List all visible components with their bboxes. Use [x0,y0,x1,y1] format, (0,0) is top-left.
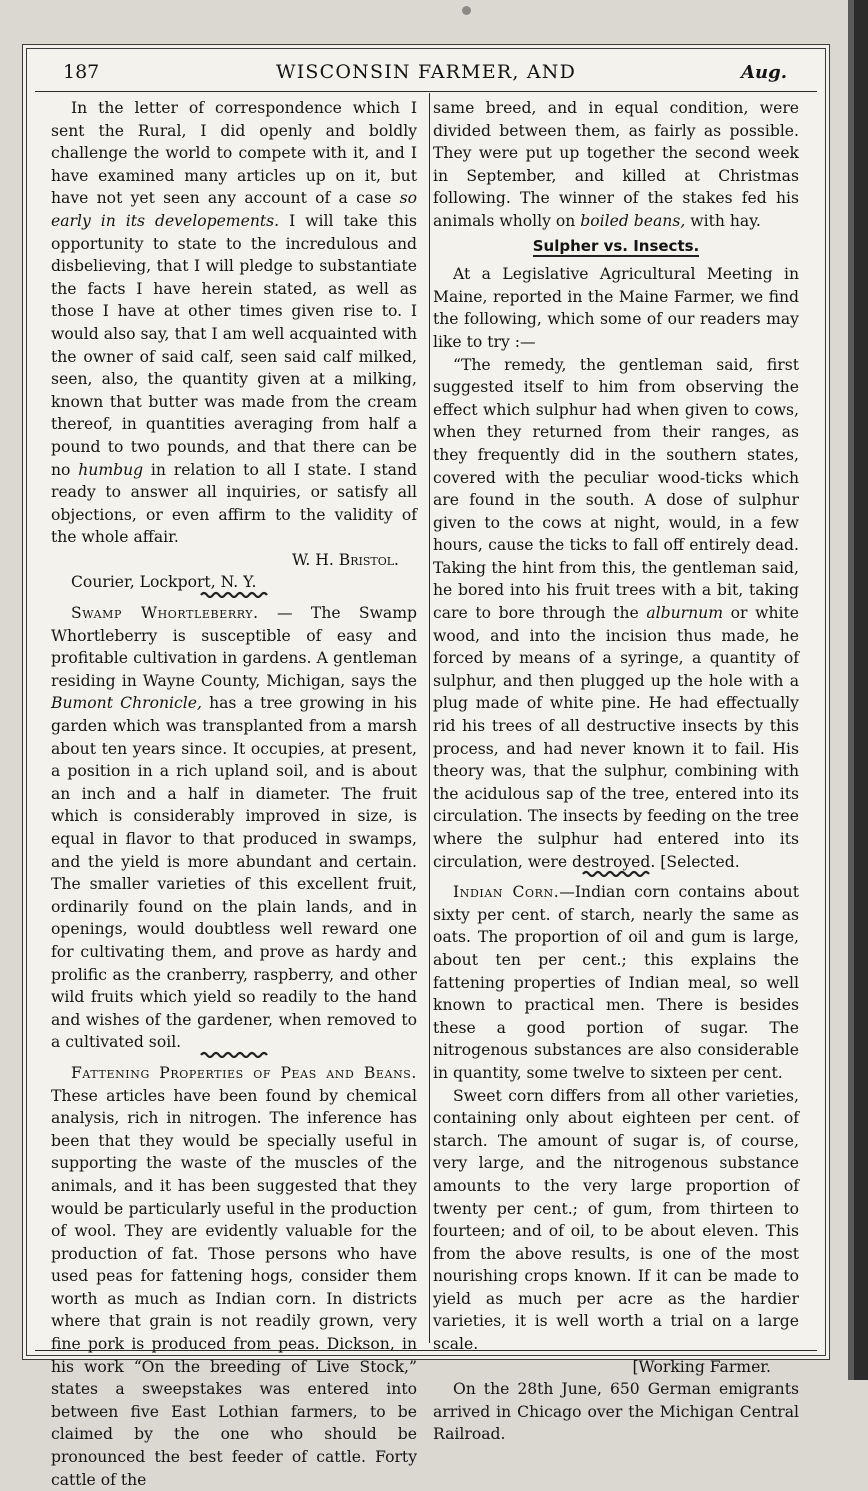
sulpher-quote: “The remedy, the gentleman said, first suggested itself to him from observing the effect which sulphur had when given to cows, when they returned from their ranges, as they frequently did in the southern states, covered with the peculiar wood-ticks which are found in the south. A dose of sulphur given to the cows at night, would, in a few hours, cause the ticks to fall off entirely dead. Taking the hint from this, the gentleman said, he bored into his fruit trees with a bit, taking care to bore through the alburnum or white wood, and into the incision thus made, he forced by means of a syringe, a quantity of sulphur, and then plugged up the hole with a plug made of white pine. He had effectually rid his trees of all destructive insects by this process, and had never known it to fail. His theory was, that the sulphur, combining with the acidulous sap of the tree, entered into its circulation. The insects by feeding on the tree where the sulphur had entered into its circulation, were destroyed. [Selected. [433,355,799,871]
right-column [433,97,799,1446]
header-rule [35,91,817,92]
page-header [27,61,825,87]
letter-source: Courier, Lockport, N. Y. [71,573,257,592]
page-month: Aug. [741,62,787,83]
sulpher-heading: Sulpher vs. Insects. [532,236,700,255]
page-title: WISCONSIN FARMER, AND [275,61,577,83]
peas-article-continued: same breed, and in equal condition, were divided between them, as fairly as possible. They were put up together the second week in September, and killed at Christmas following. The winner of the stakes fed his animals wholly on boiled beans, with hay. [433,99,799,230]
whortleberry-title: Swamp Whortleberry. [71,604,259,623]
letter-signature: W. H. Bristol. [292,550,399,569]
section-divider-ornament [199,1050,269,1059]
pin-hole-mark [462,6,471,15]
newspaper-page [26,48,826,1489]
sweet-corn-paragraph: Sweet corn differs from all other varieties, containing only about eighteen per cent. of starch. The amount of sugar is, of course, very large, and the nitrogenous substance amounts to the very large proportion of twenty per cent.; of gum, from thirteen to fourteen; and of oil, to be about eleven. This from the above results, is one of the most nourishing crops known. If it can be made to yield as much per acre as the hardier varieties, it is well worth a trial on a large scale. [433,1086,799,1354]
indian-corn-title: Indian Corn. [453,883,560,902]
left-column [51,97,417,1491]
column-divider [429,93,430,1343]
scan-edge [848,0,868,1380]
sulpher-intro: At a Legislative Agricultural Meeting in Maine, reported in the Maine Farmer, we find the following, which some of our readers may like to try :— [433,265,799,351]
indian-corn-article: Indian Corn.—Indian corn contains about sixty per cent. of starch, nearly the same as oats. The proportion of oil and gum is large, about ten per cent.; this explains the fattening properties of Indian meal, so well known to practical men. There is besides these a good portion of sugar. The nitrogenous substances are also considerable in quantity, some twelve to sixteen per cent. [433,883,799,1082]
emigrants-note: On the 28th June, 650 German emigrants arrived in Chicago over the Michigan Central Railroad. [433,1380,799,1444]
letter-paragraph: In the letter of correspondence which I sent the Rural, I did openly and boldly challenge the world to compete with it, and I have examined many articles up on it, but have not yet seen any account of a case so early in its developements. I will take this opportunity to state to the incredulous and disbelieving, that I will pledge to substantiate the facts I have herein stated, as well as those I have at other times given rise to. I would also say, that I am well acquainted with the owner of said calf, seen said calf milked, seen, also, the quantity given at a milking, known that butter was made from the cream thereof, in quantities averaging from half a pound to two pounds, and that there can be no humbug in relation to all I state. I stand ready to answer all inquiries, or satisfy all objections, or even affirm to the validity of the whole affair. [51,99,417,547]
page-number: 187 [63,61,100,83]
peas-article: Fattening Properties of Peas and Beans. These articles have been found by chemical analysis, rich in nitrogen. The inference has been that they would be specially useful in supporting the waste of the muscles of the animals, and it has been suggested that they would be particularly useful in the production of wool. They are evidently valuable for the production of fat. Those persons who have used peas for fattening hogs, consider them worth as much as Indian corn. In districts where that grain is not readily grown, very fine pork is produced from peas. Dickson, in his work “On the breeding of Live Stock,” states a sweepstakes was entered into between five East Lothian farmers, to be claimed by the one who should be pronounced the best feeder of cattle. Forty cattle of the [51,1063,417,1489]
corn-source: [Working Farmer. [632,1357,771,1376]
whortleberry-article: Swamp Whortleberry. — The Swamp Whortleberry is susceptible of easy and profitable cultivation in gardens. A gentleman residing in Wayne County, Michigan, says the Bumont Chronicle, has a tree growing in his garden which was transplanted from a marsh about ten years since. It occupies, at present, a position in a rich upland soil, and is about an inch and a half in diameter. The fruit which is considerably improved in size, is equal in flavor to that produced in swamps, and the yield is more abundant and certain. The smaller varieties of this excellent fruit, ordinarily found on the plain lands, and in openings, would doubtless well reward one for cultivating them, and prove as hardy and prolific as the cranberry, raspberry, and other wild fruits which yield so readily to the hand and wishes of the gardener, when removed to a cultivated soil. [51,604,417,1052]
peas-title: Fattening Properties of Peas and Beans. [71,1063,417,1082]
